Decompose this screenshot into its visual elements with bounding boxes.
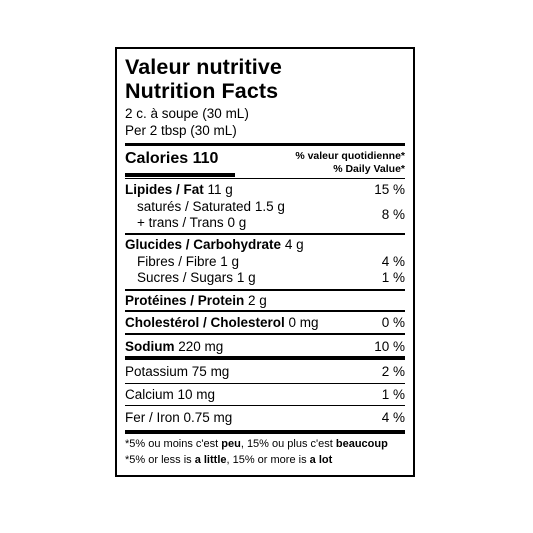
sodium-row [125,339,223,355]
calcium-amount: 10 mg [177,387,216,402]
title-fr: Valeur nutritive [125,55,282,79]
calories-row [125,149,218,169]
serving-size-fr: 2 c. à soupe (30 mL) [125,106,249,121]
cholesterol-amount: 0 mg [288,315,319,330]
potassium-row [125,364,229,380]
trans-row [137,215,246,231]
potassium-amount: 75 mg [191,364,230,379]
protein-label: Protéines / Protein [125,293,245,308]
fibre-dv: 4 % [381,254,405,269]
saturated-trans-dv: 8 % [381,207,405,222]
serving-size-en: Per 2 tbsp (30 mL) [125,123,237,138]
trans-label: + trans / Trans [137,215,224,230]
potassium-dv: 2 % [381,364,405,379]
thick-rule [125,143,405,146]
rule [125,178,405,179]
iron-amount: 0.75 mg [183,410,233,425]
fibre-label: Fibres / Fibre [137,254,217,269]
calories-label: Calories [125,150,189,167]
calcium-dv: 1 % [381,387,405,402]
sodium-amount: 220 mg [178,339,224,354]
calcium-row [125,387,215,403]
carbohydrate-row [125,237,304,253]
sugars-dv: 1 % [381,270,405,285]
footnote-fr-bold: peu [221,438,241,450]
saturated-label: saturés / Saturated [137,199,252,214]
saturated-amount: 1.5 g [254,199,285,214]
calories-value: 110 [192,150,219,167]
daily-value-header-en: % Daily Value* [333,163,405,175]
fat-dv: 15 % [374,182,405,197]
carbohydrate-label: Glucides / Carbohydrate [125,237,282,252]
rule [125,289,405,291]
cholesterol-label: Cholestérol / Cholesterol [125,315,285,330]
daily-value-header-fr: % valeur quotidienne* [295,150,405,162]
rule [125,333,405,335]
cholesterol-dv: 0 % [381,315,405,330]
fibre-amount: 1 g [220,254,240,269]
iron-dv: 4 % [381,410,405,425]
footnote-en-bold: a lot [309,454,333,466]
footnote-fr-text: *5% ou moins c'est [125,438,222,450]
iron-row [125,410,232,426]
trans-amount: 0 g [227,215,247,230]
calcium-label: Calcium [125,387,174,402]
potassium-label: Potassium [125,364,189,379]
fat-row [125,182,233,198]
sodium-dv: 10 % [374,339,405,354]
footnote-en [125,453,332,468]
footnote-en-text: *5% or less is [125,454,195,466]
sugars-label: Sucres / Sugars [137,270,234,285]
fat-label: Lipides / Fat [125,182,204,197]
footnote-fr-text: , 15% ou plus c'est [240,438,336,450]
rule [125,383,405,384]
protein-amount: 2 g [248,293,267,308]
thick-rule [125,356,405,360]
sodium-label: Sodium [125,339,175,354]
cholesterol-row [125,315,319,331]
calories-underline [125,173,235,177]
rule [125,310,405,312]
fat-amount: 11 g [207,182,233,197]
title-en: Nutrition Facts [125,79,279,103]
sugars-amount: 1 g [236,270,256,285]
nutrition-facts-panel [115,47,415,477]
footnote-fr [125,437,388,452]
footnote-en-text: , 15% or more is [226,454,310,466]
rule [125,405,405,406]
sugars-row [137,270,256,286]
iron-label: Fer / Iron [125,410,180,425]
footnote-fr-bold: beaucoup [335,438,388,450]
saturated-row [137,199,285,215]
carbohydrate-amount: 4 g [284,237,304,252]
footnote-en-bold: a little [194,454,227,466]
rule [125,233,405,235]
fibre-row [137,254,239,270]
thick-rule [125,430,405,434]
protein-row [125,293,267,309]
